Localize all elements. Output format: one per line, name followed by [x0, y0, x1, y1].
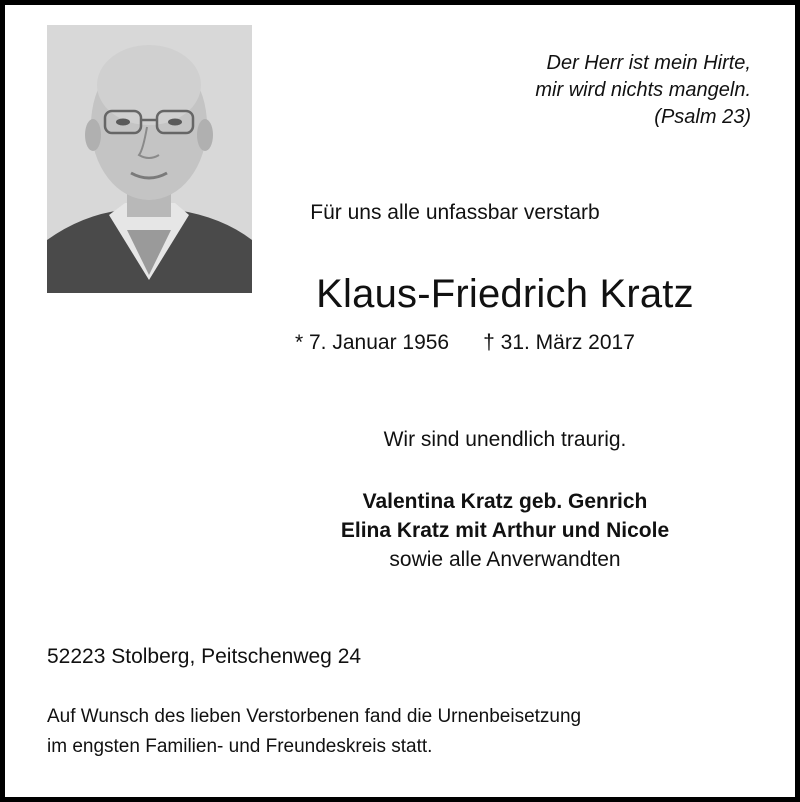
burial-note-line-1: Auf Wunsch des lieben Verstorbenen fand die Urnenbeisetzung: [47, 706, 582, 727]
mourner-line-2: Elina Kratz mit Arthur und Nicole: [340, 519, 670, 542]
burial-note-line-2: im engsten Familien- und Freundeskreis statt.: [47, 736, 433, 757]
address: 52223 Stolberg, Peitschenweg 24: [47, 645, 362, 668]
psalm-source: (Psalm 23): [654, 106, 751, 128]
burial-note: [47, 702, 581, 762]
mourners-list: [255, 487, 755, 574]
psalm-line-1: Der Herr ist mein Hirte,: [546, 52, 751, 74]
deceased-name: Klaus-Friedrich Kratz: [316, 272, 694, 316]
intro-text: Für uns alle unfassbar verstarb: [310, 201, 600, 224]
psalm-line-2: mir wird nichts mangeln.: [535, 79, 751, 101]
death-date: † 31. März 2017: [483, 331, 635, 354]
mourner-line-1: Valentina Kratz geb. Genrich: [362, 490, 648, 513]
psalm-quote: [535, 50, 751, 131]
portrait-photo: [47, 25, 252, 293]
birth-date: * 7. Januar 1956: [295, 331, 450, 354]
mourner-line-3: sowie alle Anverwandten: [389, 548, 621, 571]
life-dates: [295, 331, 635, 355]
mourning-line: Wir sind unendlich traurig.: [383, 428, 627, 451]
